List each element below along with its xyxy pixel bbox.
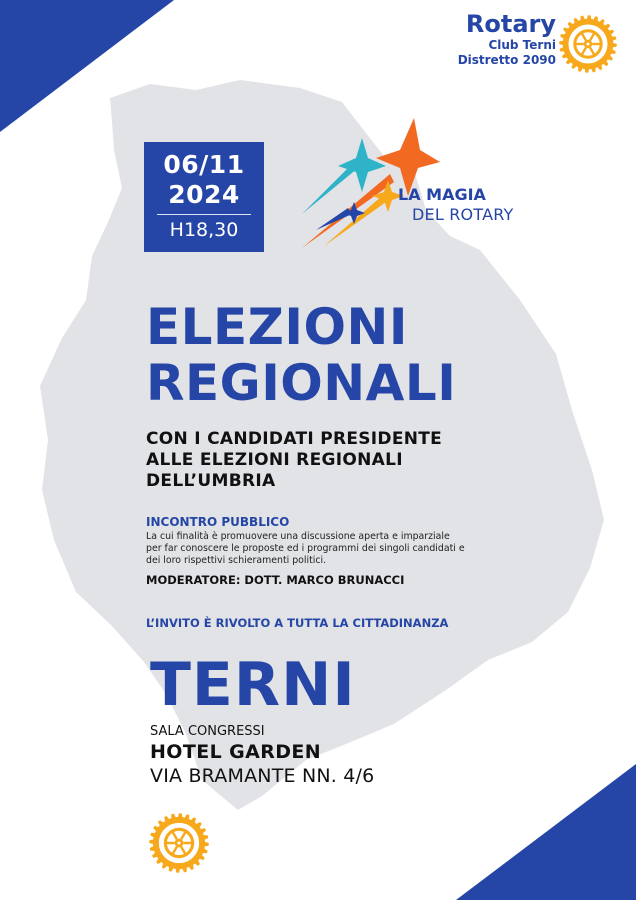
meeting-heading: INCONTRO PUBBLICO: [146, 515, 290, 529]
venue-hotel: HOTEL GARDEN: [150, 741, 322, 763]
subtitle-line-3: DELL’UMBRIA: [146, 471, 276, 491]
title-line-1: ELEZIONI: [146, 298, 408, 356]
subtitle-line-2: ALLE ELEZIONI REGIONALI: [146, 450, 403, 470]
invitation-line: L’INVITO È RIVOLTO A TUTTA LA CITTADINANZA: [146, 616, 449, 630]
title-line-2: REGIONALI: [146, 354, 457, 412]
rotary-wheel-icon: [558, 14, 618, 74]
event-time: H18,30: [169, 219, 239, 241]
event-year: 2024: [168, 180, 240, 209]
venue-address: VIA BRAMANTE NN. 4/6: [150, 765, 375, 787]
meeting-description-line-1: La cui finalità è promuovere una discussione aperta e imparziale: [146, 531, 450, 542]
venue-room: SALA CONGRESSI: [150, 724, 265, 739]
club-name: Club Terni: [488, 38, 556, 52]
subtitle-line-1: CON I CANDIDATI PRESIDENTE: [146, 429, 443, 449]
event-date: 06/11: [163, 150, 245, 179]
meeting-description-line-3: dei loro rispettivi schieramenti politici.: [146, 555, 327, 566]
rotary-wordmark: Rotary: [465, 10, 556, 38]
rotary-wheel-icon: [148, 812, 210, 874]
campaign-line-2: DEL ROTARY: [412, 205, 514, 224]
corner-triangle-bottom-right: [456, 760, 636, 900]
date-divider: [157, 214, 251, 215]
meeting-description-line-2: per far conoscere le proposte ed i programmi dei singoli candidati e: [146, 543, 465, 554]
campaign-line-1: LA MAGIA: [398, 185, 486, 204]
moderator-line: MODERATORE: DOTT. MARCO BRUNACCI: [146, 573, 405, 587]
venue-city: TERNI: [150, 650, 356, 720]
corner-triangle-top-left: [0, 0, 180, 140]
district-name: Distretto 2090: [457, 53, 556, 67]
event-date-box: [144, 142, 264, 252]
